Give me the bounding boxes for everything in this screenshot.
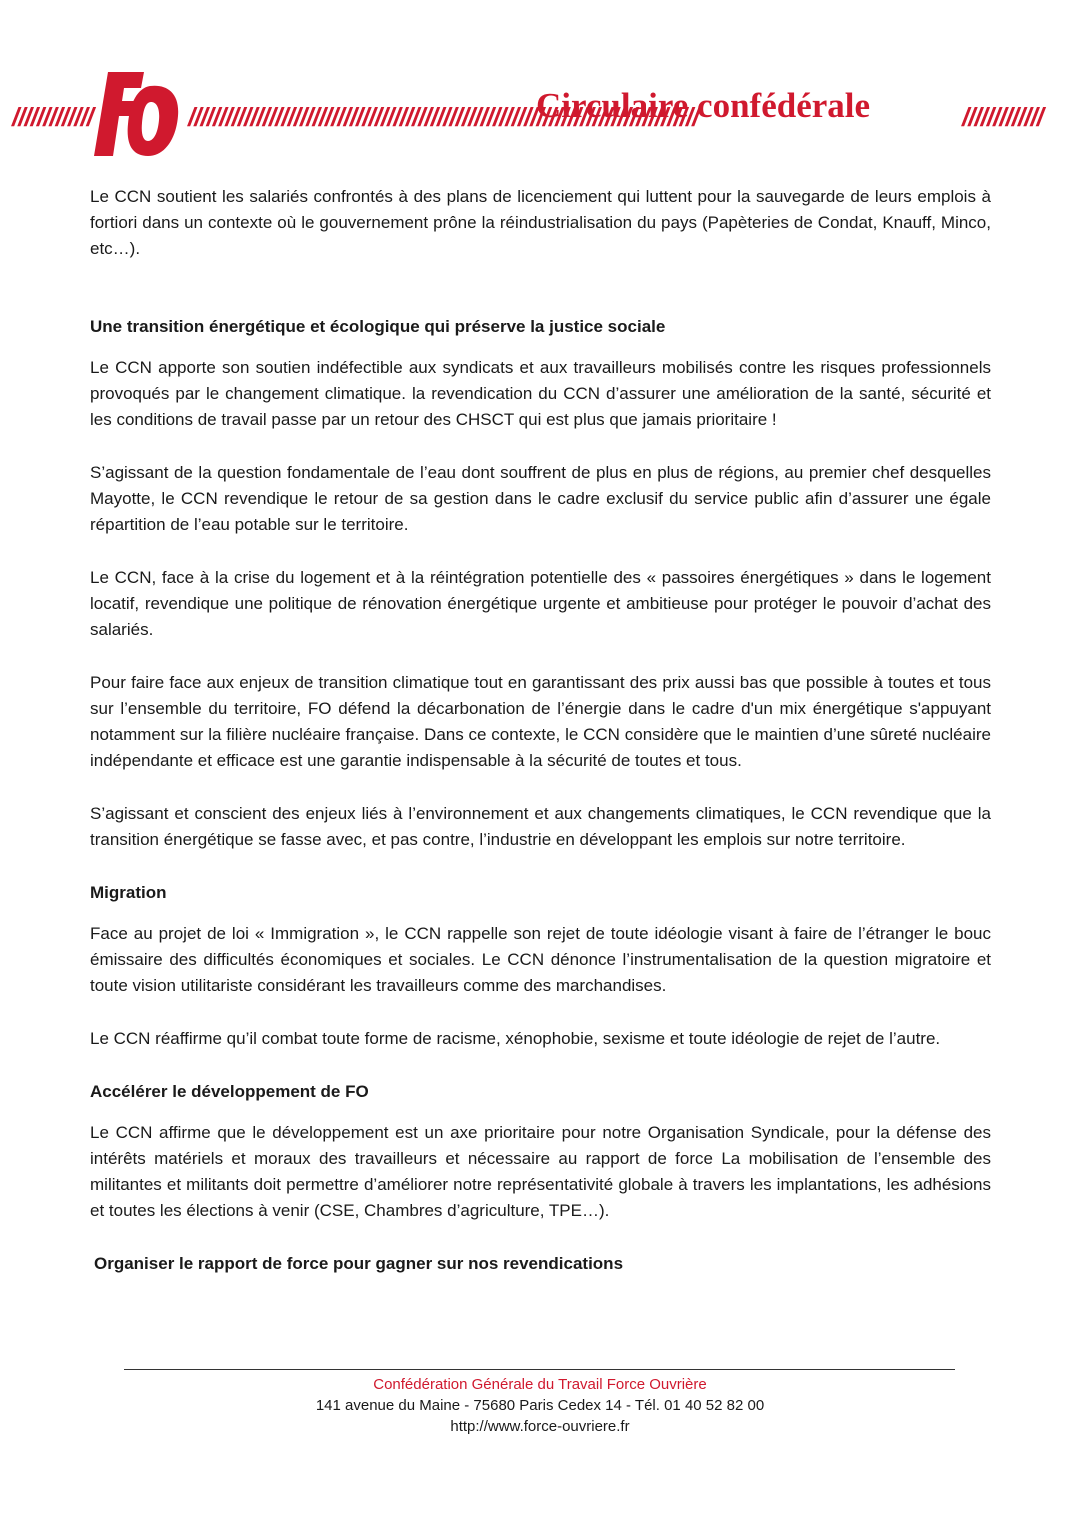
heading-transition: Une transition énergétique et écologique qui préserve la justice sociale xyxy=(90,317,666,336)
paragraph-eau: S’agissant de la question fondamentale de l’eau dont souffrent de plus en plus de régions, au premier chef desquelles Mayotte, le CCN revendique le retour de sa gestion dans le cadre exclusif du service public afin d’assurer une égale répartition de l’eau potable sur le territoire. xyxy=(90,463,991,534)
fo-logo xyxy=(88,68,188,160)
page-footer xyxy=(0,1374,1080,1437)
paragraph-energie: Pour faire face aux enjeux de transition climatique tout en garantissant des prix aussi bas que possible à toutes et tous sur l’ensemble du territoire, FO défend la décarbonation de l’énergie dans le cadre d'un mix énergétique s'appuyant notamment sur la filière nucléaire française. Dans ce contexte, le CCN considère que le maintien d’une sûreté nucléaire indépendante et efficace est une garantie indispensable à la sécurité de toutes et tous. xyxy=(90,673,991,770)
header-slashes-middle: ////////////////////////////////////////////////////////////////////////////////// xyxy=(188,102,699,132)
paragraph-racisme: Le CCN réaffirme qu’il combat toute forme de racisme, xénophobie, sexisme et toute idéologie de rejet de l’autre. xyxy=(90,1029,941,1048)
header-slashes-right: ///////////// xyxy=(962,102,1043,132)
page-title: Circulaire confédérale xyxy=(536,86,871,125)
paragraph-industrie: S’agissant et conscient des enjeux liés à l’environnement et aux changements climatiques, le CCN revendique que la transition énergétique se fasse avec, et pas contre, l’industrie en développant les emplois sur notre territoire. xyxy=(90,804,991,849)
heading-migration: Migration xyxy=(90,883,167,902)
paragraph-licenciements: Le CCN soutient les salariés confrontés à des plans de licenciement qui luttent pour la sauvegarde de leurs emplois à fortiori dans un contexte où le gouvernement prône la réindustrialisation du pays (Papèteries de Condat, Knauff, Minco, etc…). xyxy=(90,187,991,258)
heading-developpement: Accélérer le développement de FO xyxy=(90,1082,369,1101)
paragraph-logement: Le CCN, face à la crise du logement et à la réintégration potentielle des « passoires énergétiques » dans le logement locatif, revendique une politique de rénovation énergétique urgente et ambitieuse pour protéger le pouvoir d’achat des salariés. xyxy=(90,568,991,639)
paragraph-developpement: Le CCN affirme que le développement est un axe prioritaire pour notre Organisation Syndicale, pour la défense des intérêts matériels et moraux des travailleurs et nécessaire au rapport de force La mobilisation de l’ensemble des militantes et militants doit permettre d’améliorer notre représentativité globale à travers les implantations, les adhésions et toutes les élections à venir (CSE, Chambres d’agriculture, TPE…). xyxy=(90,1123,991,1220)
footer-address: 141 avenue du Maine - 75680 Paris Cedex 14 - Tél. 01 40 52 82 00 xyxy=(315,1397,765,1414)
footer-organization: Confédération Générale du Travail Force Ouvrière xyxy=(373,1376,707,1393)
header-slashes-left: ///////////// xyxy=(12,102,93,132)
document-body xyxy=(90,184,991,1277)
footer-divider xyxy=(124,1369,955,1370)
paragraph-immigration: Face au projet de loi « Immigration », le CCN rappelle son rejet de toute idéologie visant à faire de l’étranger le bouc émissaire des difficultés économiques et sociales. Le CCN dénonce l’instrumentalisation de la question migratoire et toute vision utilitariste considérant les travailleurs comme des marchandises. xyxy=(90,924,991,995)
heading-rapport-de-force: Organiser le rapport de force pour gagner sur nos revendications xyxy=(94,1254,624,1273)
paragraph-risques-climatiques: Le CCN apporte son soutien indéfectible aux syndicats et aux travailleurs mobilisés contre les risques professionnels provoqués par le changement climatique. la revendication du CCN d’assurer une amélioration de la santé, sécurité et les conditions de travail passe par un retour des CHSCT qui est plus que jamais prioritaire ! xyxy=(90,358,991,429)
page-header xyxy=(0,68,1080,168)
footer-website-link[interactable]: http://www.force-ouvriere.fr xyxy=(450,1418,630,1435)
